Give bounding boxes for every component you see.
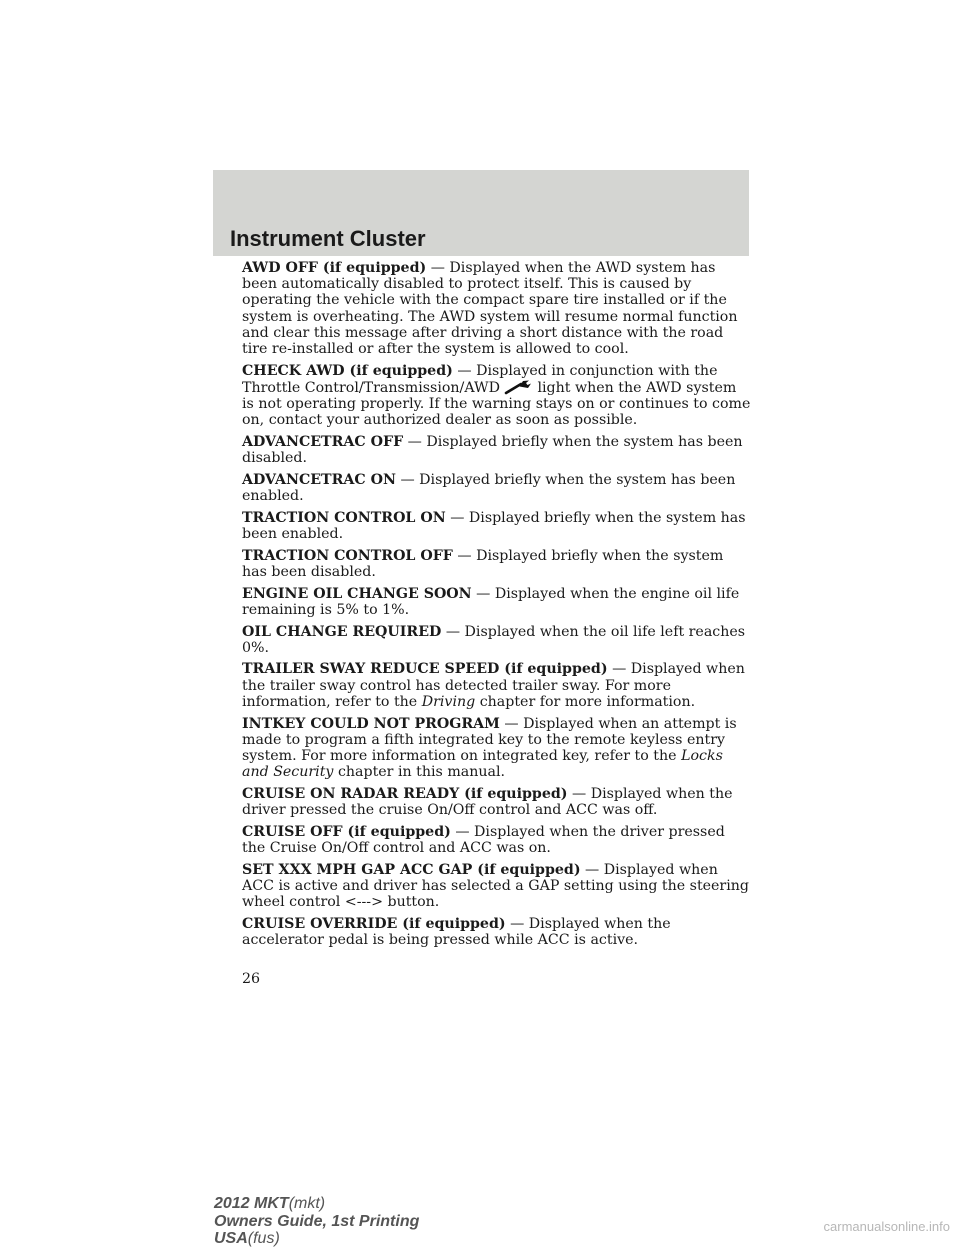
message-term: CRUISE OFF (if equipped) (242, 823, 451, 840)
message-term: ADVANCETRAC OFF (242, 434, 404, 451)
message-term: CRUISE ON RADAR READY (if equipped) (242, 785, 568, 802)
footer-printing: Owners Guide, 1st Printing (214, 1212, 420, 1230)
watermark: carmanualsonline.info (823, 1219, 950, 1234)
message-term: OIL CHANGE REQUIRED (242, 623, 442, 640)
wrench-icon (503, 379, 533, 395)
message-description: — Displayed in conjunction with the Throttle Control/Transmission/AWD (242, 362, 718, 396)
message-description: — Displayed when the trailer sway control has detected trailer sway. For more information, refer to the (242, 661, 745, 710)
footer-model-code: (mkt) (288, 1195, 326, 1212)
message-description: — Displayed briefly when the system has been disabled. (242, 547, 724, 580)
message-entry (242, 824, 752, 856)
message-entry (242, 716, 752, 781)
message-description: — Displayed when the engine oil life remaining is 5% to 1%. (242, 585, 740, 618)
message-list (242, 260, 752, 954)
message-description: — Displayed when the driver pressed the cruise On/Off control and ACC was off. (242, 785, 733, 819)
message-entry (242, 472, 752, 504)
footer-market: USA (214, 1230, 248, 1247)
message-description-continued: chapter for more information. (479, 693, 696, 710)
message-entry (242, 363, 752, 429)
message-description: — Displayed when the accelerator pedal is being pressed while ACC is active. (242, 915, 671, 949)
chapter-reference: Locks and Security (242, 747, 723, 781)
message-term: ENGINE OIL CHANGE SOON (242, 585, 472, 602)
message-term: ADVANCETRAC ON (242, 471, 396, 488)
message-entry (242, 434, 752, 466)
message-description: — Displayed when an attempt is made to program a fifth integrated key to the remote keyless entry system. For more information on integrated key, refer to the (242, 715, 737, 764)
message-description: — Displayed briefly when the system has been enabled. (242, 471, 736, 505)
message-description: — Displayed briefly when the system has been disabled. (242, 434, 743, 467)
page-number: 26 (242, 971, 261, 987)
print-footer (214, 1195, 419, 1248)
footer-market-line (214, 1230, 419, 1248)
section-header (213, 170, 749, 256)
message-description: — Displayed when the AWD system has been automatically disabled to protect itself. This is caused by operating the vehicle with the compact spare tire installed or if the system is overheating. The AWD system will resume normal function and clear this message after driving a short distance with the road tire re-installed or after the system is allowed to cool. (242, 260, 738, 358)
message-entry (242, 862, 752, 911)
message-entry (242, 548, 752, 580)
message-entry (242, 916, 752, 948)
chapter-reference: Driving (421, 693, 476, 710)
message-description-continued: chapter in this manual. (337, 764, 506, 781)
message-term: TRACTION CONTROL OFF (242, 547, 453, 564)
message-term: AWD OFF (if equipped) (242, 260, 427, 276)
footer-model-line (214, 1195, 419, 1213)
message-term: TRACTION CONTROL ON (242, 509, 446, 526)
message-term: TRAILER SWAY REDUCE SPEED (if equipped) (242, 661, 608, 678)
message-entry (242, 786, 752, 818)
message-description-continued: light when the AWD system is not operating properly. If the warning stays on or continues to come on, contact your authorized dealer as soon as possible. (242, 379, 751, 429)
message-entry (242, 661, 752, 710)
message-description: — Displayed briefly when the system has been enabled. (242, 509, 746, 543)
message-term: CHECK AWD (if equipped) (242, 362, 453, 379)
message-entry (242, 586, 752, 618)
message-entry (242, 624, 752, 656)
message-term: CRUISE OVERRIDE (if equipped) (242, 915, 506, 932)
message-term: INTKEY COULD NOT PROGRAM (242, 715, 500, 732)
message-description: — Displayed when the oil life left reaches 0%. (242, 623, 746, 656)
message-description: — Displayed when ACC is active and driver has selected a GAP setting using the steering wheel control <---> button. (242, 861, 749, 911)
message-term: SET XXX MPH GAP ACC GAP (if equipped) (242, 861, 581, 878)
message-entry (242, 260, 752, 357)
footer-model: 2012 MKT (214, 1195, 289, 1212)
section-title: Instrument Cluster (230, 226, 426, 251)
message-entry (242, 510, 752, 542)
footer-market-code: (fus) (247, 1230, 280, 1247)
message-description: — Displayed when the driver pressed the Cruise On/Off control and ACC was on. (242, 823, 725, 856)
